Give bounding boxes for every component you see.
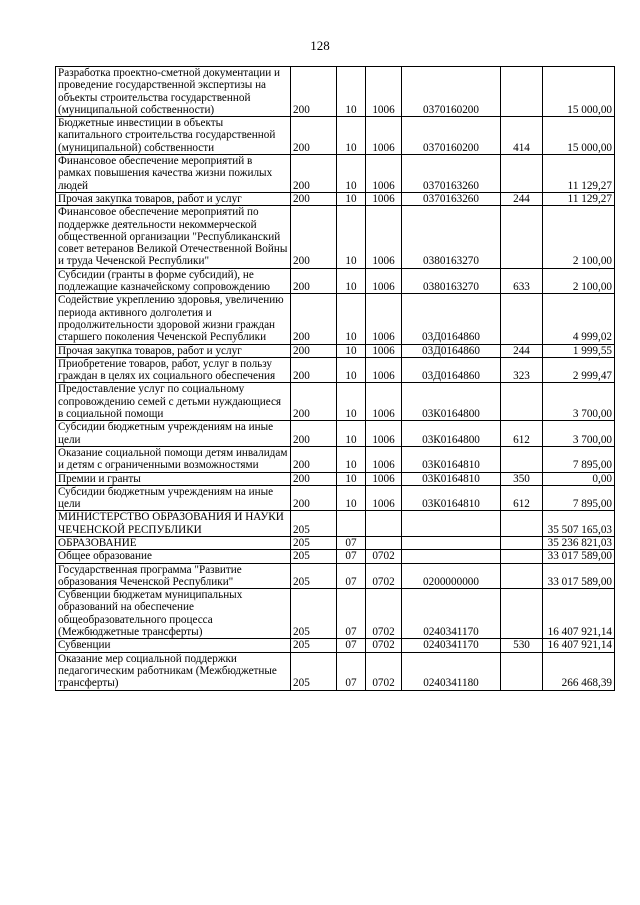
expense-type-cell: 633 <box>501 268 543 294</box>
target-article-cell: 03К0164800 <box>402 421 501 447</box>
amount-cell: 16 407 921,14 <box>543 589 615 639</box>
ministry-code-cell: 200 <box>291 485 337 511</box>
target-article-cell: 03К0164800 <box>402 383 501 421</box>
amount-cell: 4 999,02 <box>543 294 615 344</box>
subsection-code-cell: 0702 <box>366 652 402 690</box>
expense-type-cell <box>501 563 543 589</box>
name-cell: Прочая закупка товаров, работ и услуг <box>56 192 291 205</box>
section-code-cell: 10 <box>337 485 366 511</box>
target-article-cell: 0370163260 <box>402 155 501 193</box>
expense-type-cell <box>501 67 543 117</box>
amount-cell: 3 700,00 <box>543 421 615 447</box>
expense-type-cell <box>501 294 543 344</box>
name-cell: МИНИСТЕРСТВО ОБРАЗОВАНИЯ И НАУКИ ЧЕЧЕНСКОЙ РЕСПУБЛИКИ <box>56 511 291 537</box>
amount-cell: 2 100,00 <box>543 268 615 294</box>
expense-type-cell: 350 <box>501 472 543 485</box>
name-cell: Финансовое обеспечение мероприятий в рамках повышения качества жизни пожилых людей <box>56 155 291 193</box>
section-code-cell: 10 <box>337 383 366 421</box>
amount-cell: 15 000,00 <box>543 67 615 117</box>
table-row <box>56 192 615 205</box>
section-code-cell: 07 <box>337 536 366 549</box>
name-cell: Прочая закупка товаров, работ и услуг <box>56 344 291 357</box>
section-code-cell: 10 <box>337 421 366 447</box>
expense-type-cell <box>501 536 543 549</box>
target-article-cell: 03К0164810 <box>402 446 501 472</box>
table-row <box>56 117 615 155</box>
ministry-code-cell: 200 <box>291 192 337 205</box>
amount-cell: 33 017 589,00 <box>543 550 615 563</box>
name-cell: Предоставление услуг по социальному сопровождению семей с детьми нуждающиеся в социальной помощи <box>56 383 291 421</box>
ministry-code-cell: 200 <box>291 268 337 294</box>
target-article-cell: 0240341170 <box>402 639 501 652</box>
subsection-code-cell: 1006 <box>366 485 402 511</box>
name-cell: Субсидии бюджетным учреждениям на иные цели <box>56 485 291 511</box>
subsection-code-cell: 0702 <box>366 589 402 639</box>
subsection-code-cell: 1006 <box>366 294 402 344</box>
ministry-code-cell: 200 <box>291 472 337 485</box>
ministry-code-cell: 200 <box>291 446 337 472</box>
section-code-cell: 10 <box>337 357 366 383</box>
section-code-cell: 10 <box>337 446 366 472</box>
subsection-code-cell: 1006 <box>366 472 402 485</box>
table-row <box>56 589 615 639</box>
name-cell: Субвенции <box>56 639 291 652</box>
name-cell: Оказание мер социальной поддержки педагогическим работникам (Межбюджетные трансферты) <box>56 652 291 690</box>
amount-cell: 3 700,00 <box>543 383 615 421</box>
expense-type-cell <box>501 652 543 690</box>
section-code-cell: 10 <box>337 344 366 357</box>
target-article-cell: 0240341170 <box>402 589 501 639</box>
expense-type-cell <box>501 206 543 268</box>
target-article-cell: 0370160200 <box>402 67 501 117</box>
expense-type-cell <box>501 550 543 563</box>
amount-cell: 33 017 589,00 <box>543 563 615 589</box>
section-code-cell: 10 <box>337 472 366 485</box>
target-article-cell: 03Д0164860 <box>402 344 501 357</box>
name-cell: Субсидии бюджетным учреждениям на иные цели <box>56 421 291 447</box>
target-article-cell <box>402 511 501 537</box>
subsection-code-cell: 0702 <box>366 550 402 563</box>
table-row <box>56 550 615 563</box>
target-article-cell: 0380163270 <box>402 206 501 268</box>
ministry-code-cell: 205 <box>291 589 337 639</box>
subsection-code-cell: 1006 <box>366 117 402 155</box>
name-cell: Оказание социальной помощи детям инвалидам и детям с ограниченными возможностями <box>56 446 291 472</box>
table-row <box>56 536 615 549</box>
table-row <box>56 155 615 193</box>
table-row <box>56 511 615 537</box>
amount-cell: 7 895,00 <box>543 485 615 511</box>
ministry-code-cell: 200 <box>291 421 337 447</box>
target-article-cell: 03К0164810 <box>402 472 501 485</box>
subsection-code-cell: 0702 <box>366 563 402 589</box>
subsection-code-cell: 1006 <box>366 206 402 268</box>
subsection-code-cell <box>366 511 402 537</box>
expense-type-cell <box>501 155 543 193</box>
budget-table <box>55 66 615 691</box>
name-cell: Государственная программа "Развитие образования Чеченской Республики" <box>56 563 291 589</box>
section-code-cell: 07 <box>337 639 366 652</box>
section-code-cell: 10 <box>337 206 366 268</box>
target-article-cell <box>402 536 501 549</box>
name-cell: Приобретение товаров, работ, услуг в пользу граждан в целях их социального обеспечения <box>56 357 291 383</box>
subsection-code-cell: 1006 <box>366 344 402 357</box>
target-article-cell: 0370163260 <box>402 192 501 205</box>
target-article-cell: 03Д0164860 <box>402 357 501 383</box>
amount-cell: 11 129,27 <box>543 192 615 205</box>
subsection-code-cell: 1006 <box>366 383 402 421</box>
expense-type-cell: 414 <box>501 117 543 155</box>
table-row <box>56 639 615 652</box>
ministry-code-cell: 200 <box>291 383 337 421</box>
subsection-code-cell: 1006 <box>366 67 402 117</box>
table-row <box>56 485 615 511</box>
table-row <box>56 383 615 421</box>
amount-cell: 35 507 165,03 <box>543 511 615 537</box>
section-code-cell: 10 <box>337 294 366 344</box>
name-cell: Общее образование <box>56 550 291 563</box>
table-row <box>56 357 615 383</box>
ministry-code-cell: 200 <box>291 294 337 344</box>
section-code-cell: 10 <box>337 67 366 117</box>
table-row <box>56 344 615 357</box>
table-row <box>56 206 615 268</box>
table-row <box>56 652 615 690</box>
name-cell: Содействие укреплению здоровья, увеличению периода активного долголетия и продолжительности здоровой жизни граждан старшего поколения Чеченской Республики <box>56 294 291 344</box>
name-cell: Премии и гранты <box>56 472 291 485</box>
ministry-code-cell: 200 <box>291 155 337 193</box>
amount-cell: 11 129,27 <box>543 155 615 193</box>
page-number: 128 <box>310 38 330 53</box>
table-row <box>56 67 615 117</box>
ministry-code-cell: 200 <box>291 67 337 117</box>
target-article-cell: 0370160200 <box>402 117 501 155</box>
ministry-code-cell: 200 <box>291 117 337 155</box>
amount-cell: 266 468,39 <box>543 652 615 690</box>
expense-type-cell <box>501 383 543 421</box>
name-cell: ОБРАЗОВАНИЕ <box>56 536 291 549</box>
subsection-code-cell: 1006 <box>366 357 402 383</box>
table-row <box>56 294 615 344</box>
section-code-cell: 10 <box>337 192 366 205</box>
table-row <box>56 421 615 447</box>
amount-cell: 16 407 921,14 <box>543 639 615 652</box>
subsection-code-cell: 1006 <box>366 192 402 205</box>
ministry-code-cell: 205 <box>291 639 337 652</box>
section-code-cell <box>337 511 366 537</box>
section-code-cell: 07 <box>337 550 366 563</box>
target-article-cell: 0380163270 <box>402 268 501 294</box>
ministry-code-cell: 205 <box>291 511 337 537</box>
amount-cell: 0,00 <box>543 472 615 485</box>
ministry-code-cell: 200 <box>291 344 337 357</box>
target-article-cell <box>402 550 501 563</box>
amount-cell: 2 999,47 <box>543 357 615 383</box>
table-row <box>56 563 615 589</box>
subsection-code-cell: 1006 <box>366 155 402 193</box>
expense-type-cell <box>501 511 543 537</box>
expense-type-cell: 323 <box>501 357 543 383</box>
table-row <box>56 472 615 485</box>
amount-cell: 15 000,00 <box>543 117 615 155</box>
target-article-cell: 0200000000 <box>402 563 501 589</box>
name-cell: Субсидии (гранты в форме субсидий), не подлежащие казначейскому сопровождению <box>56 268 291 294</box>
table-row <box>56 446 615 472</box>
section-code-cell: 10 <box>337 117 366 155</box>
target-article-cell: 03Д0164860 <box>402 294 501 344</box>
subsection-code-cell: 0702 <box>366 639 402 652</box>
name-cell: Разработка проектно-сметной документации и проведение государственной экспертизы на объекты строительства государственной (муниципальной собственности) <box>56 67 291 117</box>
target-article-cell: 0240341180 <box>402 652 501 690</box>
subsection-code-cell: 1006 <box>366 268 402 294</box>
amount-cell: 7 895,00 <box>543 446 615 472</box>
section-code-cell: 07 <box>337 563 366 589</box>
expense-type-cell <box>501 446 543 472</box>
table-row <box>56 268 615 294</box>
name-cell: Финансовое обеспечение мероприятий по поддержке деятельности некоммерческой общественной организации "Республиканский совет ветеранов Великой Отечественной Войны и труда Чеченской Республики" <box>56 206 291 268</box>
section-code-cell: 10 <box>337 268 366 294</box>
amount-cell: 2 100,00 <box>543 206 615 268</box>
amount-cell: 35 236 821,03 <box>543 536 615 549</box>
expense-type-cell: 244 <box>501 192 543 205</box>
ministry-code-cell: 200 <box>291 206 337 268</box>
ministry-code-cell: 205 <box>291 563 337 589</box>
ministry-code-cell: 205 <box>291 550 337 563</box>
expense-type-cell: 530 <box>501 639 543 652</box>
subsection-code-cell: 1006 <box>366 421 402 447</box>
subsection-code-cell: 1006 <box>366 446 402 472</box>
target-article-cell: 03К0164810 <box>402 485 501 511</box>
subsection-code-cell <box>366 536 402 549</box>
name-cell: Бюджетные инвестиции в объекты капитального строительства государственной (муниципальной) собственности <box>56 117 291 155</box>
amount-cell: 1 999,55 <box>543 344 615 357</box>
expense-type-cell: 612 <box>501 485 543 511</box>
ministry-code-cell: 205 <box>291 652 337 690</box>
section-code-cell: 10 <box>337 155 366 193</box>
expense-type-cell <box>501 589 543 639</box>
section-code-cell: 07 <box>337 589 366 639</box>
name-cell: Субвенции бюджетам муниципальных образований на обеспечение общеобразовательного процесса (Межбюджетные трансферты) <box>56 589 291 639</box>
expense-type-cell: 244 <box>501 344 543 357</box>
ministry-code-cell: 200 <box>291 357 337 383</box>
section-code-cell: 07 <box>337 652 366 690</box>
ministry-code-cell: 205 <box>291 536 337 549</box>
expense-type-cell: 612 <box>501 421 543 447</box>
